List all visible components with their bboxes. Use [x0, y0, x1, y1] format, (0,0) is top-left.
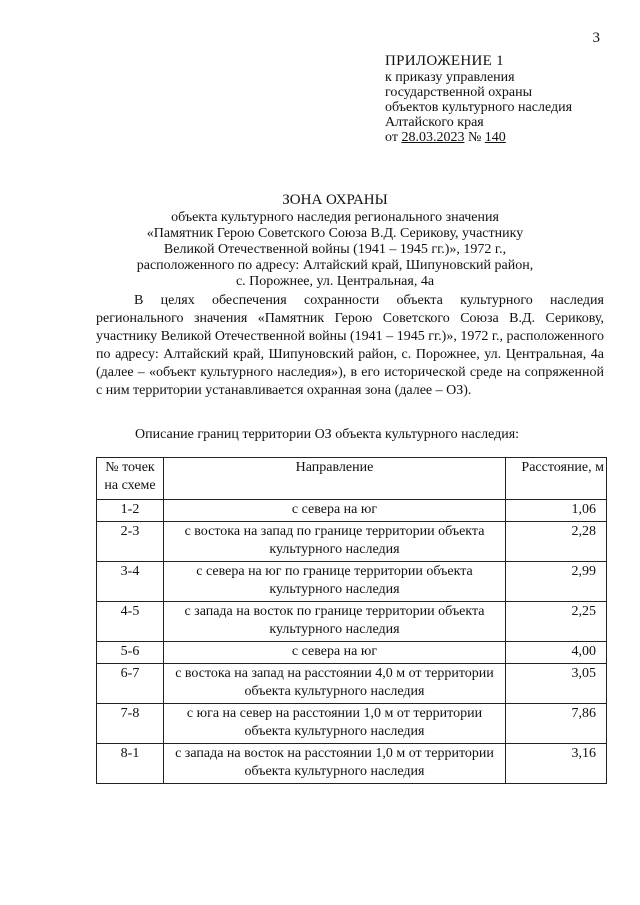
- cell-points: 6-7: [97, 664, 164, 704]
- title-line: Великой Отечественной войны (1941 – 1945 гг.)», 1972 г.,: [163, 242, 507, 257]
- title-line: «Памятник Герою Советского Союза В.Д. Серикову, участнику: [146, 226, 524, 241]
- table-row: [97, 744, 607, 784]
- table-header-row: [97, 458, 607, 500]
- cell-points: 7-8: [97, 704, 164, 744]
- cell-points: 8-1: [97, 744, 164, 784]
- cell-distance: 7,86: [506, 704, 607, 744]
- cell-distance: 2,99: [506, 562, 607, 602]
- table-row: [97, 500, 607, 522]
- cell-direction: с севера на юг: [164, 500, 506, 522]
- cell-points: 5-6: [97, 642, 164, 664]
- appendix-heading: ПРИЛОЖЕНИЕ 1: [385, 53, 504, 69]
- cell-direction: с юга на север на расстоянии 1,0 м от территории объекта культурного наследия: [164, 704, 506, 744]
- title-line: объекта культурного наследия регионального значения: [171, 210, 499, 225]
- cell-points: 3-4: [97, 562, 164, 602]
- table-row: [97, 562, 607, 602]
- cell-distance: 3,16: [506, 744, 607, 784]
- table-row: [97, 664, 607, 704]
- cell-direction: с востока на запад на расстоянии 4,0 м от территории объекта культурного наследия: [164, 664, 506, 704]
- header-distance: Расстояние, м: [506, 458, 607, 500]
- cell-distance: 4,00: [506, 642, 607, 664]
- title-line: расположенного по адресу: Алтайский край, Шипуновский район,: [136, 258, 534, 273]
- appendix-line: государственной охраны: [385, 85, 533, 100]
- cell-direction: с запада на восток на расстоянии 1,0 м от территории объекта культурного наследия: [164, 744, 506, 784]
- page-number: 3: [592, 30, 600, 46]
- table-row: [97, 522, 607, 562]
- cell-direction: с запада на восток по границе территории объекта культурного наследия: [164, 602, 506, 642]
- cell-direction: с востока на запад по границе территории объекта культурного наследия: [164, 522, 506, 562]
- appendix-line: к приказу управления: [385, 70, 515, 85]
- order-number: 140: [484, 130, 506, 145]
- cell-points: 1-2: [97, 500, 164, 522]
- appendix-date-line: [385, 130, 630, 145]
- table-row: [97, 704, 607, 744]
- cell-points: 4-5: [97, 602, 164, 642]
- title-zone: ЗОНА ОХРАНЫ: [282, 192, 388, 208]
- cell-direction: с севера на юг: [164, 642, 506, 664]
- order-date: 28.03.2023: [401, 130, 465, 145]
- table-caption: Описание границ территории ОЗ объекта культурного наследия:: [135, 427, 520, 442]
- cell-distance: 2,28: [506, 522, 607, 562]
- cell-distance: 2,25: [506, 602, 607, 642]
- document-title: [95, 192, 575, 290]
- cell-distance: 1,06: [506, 500, 607, 522]
- title-line: с. Порожнее, ул. Центральная, 4а: [235, 274, 435, 289]
- header-direction: Направление: [164, 458, 506, 500]
- cell-direction: с севера на юг по границе территории объекта культурного наследия: [164, 562, 506, 602]
- cell-points: 2-3: [97, 522, 164, 562]
- header-points: № точек на схеме: [97, 458, 164, 500]
- table-row: [97, 602, 607, 642]
- appendix-line: Алтайского края: [385, 115, 484, 130]
- boundaries-table: [96, 457, 607, 784]
- table-row: [97, 642, 607, 664]
- body-paragraph: В целях обеспечения сохранности объекта культурного наследия регионального значения «Памятник Герою Советского Союза В.Д. Серикову, участнику Великой Отечественной войны (1941 – 1945 гг.)», 1972 г., расположенного по адресу: Алтайский край, Шипуновский район, с. Порожнее, ул. Центральная, 4а (далее – «объект культурного наследия»), в его исторической среде на сопряженной с ним территории устанавливается охранная зона (далее – ОЗ).: [96, 293, 604, 398]
- number-prefix: №: [467, 130, 482, 145]
- cell-distance: 3,05: [506, 664, 607, 704]
- body-text: [96, 292, 604, 400]
- date-prefix: от: [385, 130, 398, 145]
- appendix-block: [385, 54, 630, 145]
- appendix-line: объектов культурного наследия: [385, 100, 573, 115]
